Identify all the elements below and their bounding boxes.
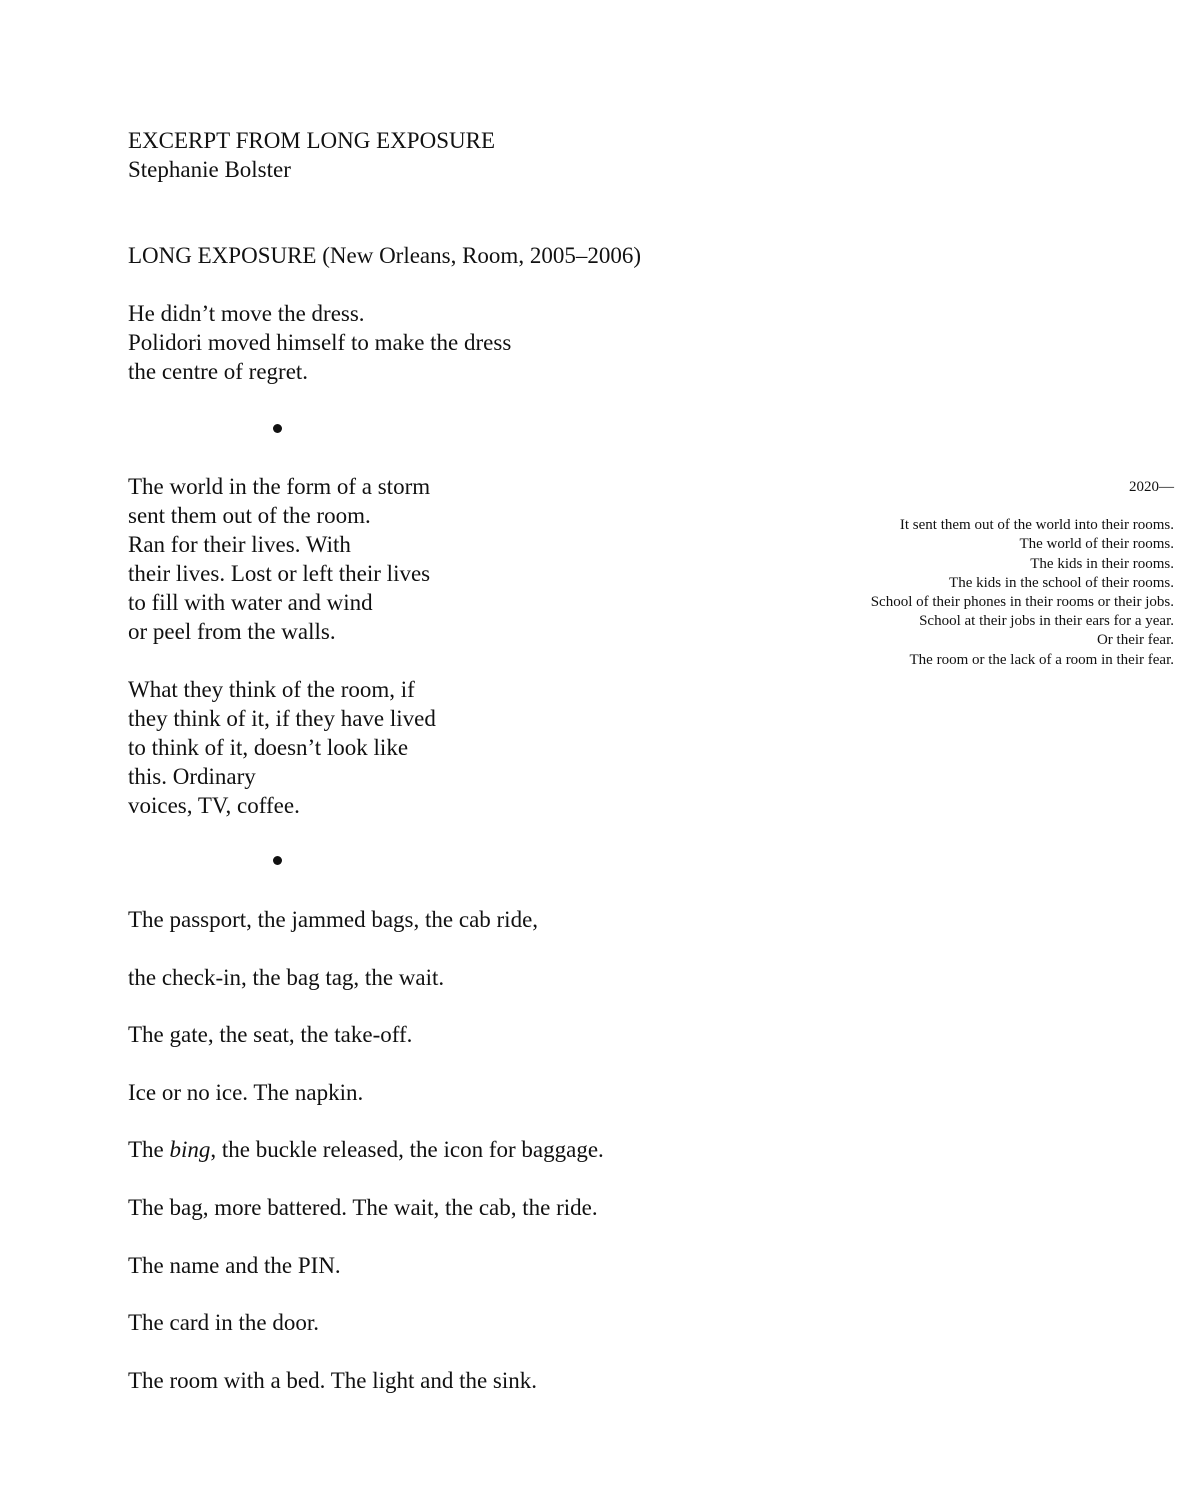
italic-word: bing (169, 1137, 211, 1163)
poem-line: sent them out of the room. (128, 503, 371, 528)
poem-line-with-italic (128, 1135, 604, 1193)
poem-line: The gate, the seat, the take-off. (128, 1022, 413, 1048)
poem-line: the centre of regret. (128, 359, 309, 384)
poem-line: they think of it, if they have lived (128, 706, 436, 731)
sidebar-line: The kids in the school of their rooms. (949, 574, 1174, 591)
section-title-block (128, 241, 641, 270)
section-bullet-icon (273, 424, 282, 433)
document-heading (128, 126, 495, 184)
poem-line: The room with a bed. The light and the sink. (128, 1367, 538, 1393)
sidebar-line: School of their phones in their rooms or their jobs. (870, 594, 1174, 611)
sidebar-line: The world of their rooms. (1019, 536, 1174, 553)
poem-line: The bag, more battered. The wait, the cab, the ride. (128, 1194, 598, 1220)
poem-line: Ran for their lives. With (128, 532, 351, 557)
sidebar-2020-column (871, 478, 1174, 670)
poem-line: Polidori moved himself to make the dress (128, 330, 512, 355)
poem-line: the check-in, the bag tag, the wait. (128, 964, 445, 990)
poem-line: their lives. Lost or left their lives (128, 561, 431, 586)
sidebar-line: The room or the lack of a room in their fear. (909, 651, 1174, 668)
poem-line: to fill with water and wind (128, 590, 373, 615)
section-title: LONG EXPOSURE (New Orleans, Room, 2005–2006) (128, 243, 641, 268)
section-bullet-icon (273, 856, 282, 865)
document-title: EXCERPT FROM LONG EXPOSURE (128, 128, 495, 153)
poem-line: voices, TV, coffee. (128, 793, 300, 818)
poem-line: The world in the form of a storm (128, 474, 431, 499)
poem-line: this. Ordinary (128, 764, 256, 789)
poem-line: or peel from the walls. (128, 619, 336, 644)
poem-line: He didn’t move the dress. (128, 301, 365, 326)
couplet-sequence (128, 905, 604, 1423)
poem-line: Ice or no ice. The napkin. (128, 1079, 364, 1105)
line-text: , the buckle released, the icon for baggage. (210, 1137, 604, 1163)
stanza-1 (128, 299, 511, 386)
sidebar-line: It sent them out of the world into their rooms. (899, 517, 1174, 534)
poem-line: The passport, the jammed bags, the cab ride, (128, 907, 539, 932)
stanza-3 (128, 675, 436, 820)
stanza-2 (128, 472, 430, 646)
sidebar-line: Or their fear. (1096, 632, 1174, 649)
sidebar-line: The kids in their rooms. (1030, 555, 1174, 572)
author-name: Stephanie Bolster (128, 157, 291, 182)
line-text: The (128, 1137, 170, 1163)
poem-line: What they think of the room, if (128, 677, 415, 702)
sidebar-year: 2020— (1129, 479, 1174, 495)
poem-line: The card in the door. (128, 1310, 319, 1336)
poem-line: The name and the PIN. (128, 1252, 341, 1278)
poem-line: to think of it, doesn’t look like (128, 735, 409, 760)
sidebar-line: School at their jobs in their ears for a year. (919, 613, 1174, 630)
